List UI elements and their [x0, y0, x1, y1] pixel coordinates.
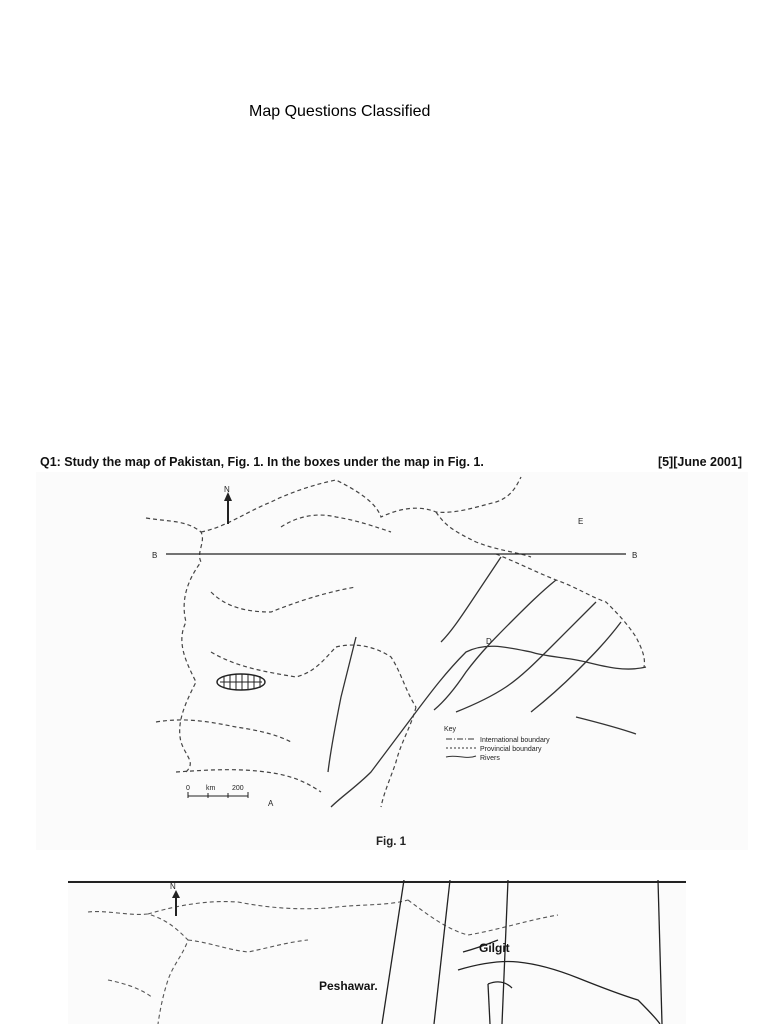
document-title: Map Questions Classified — [249, 103, 431, 120]
label-a: A — [268, 799, 274, 808]
map2-north-label: N — [170, 882, 176, 891]
label-e: E — [578, 517, 584, 526]
line-label-right: B — [632, 551, 638, 560]
north-arrow-icon — [224, 492, 232, 524]
map-figure-1 — [36, 472, 748, 850]
label-d: D — [486, 637, 492, 646]
scale-bar — [188, 792, 248, 798]
north-label: N — [224, 485, 230, 494]
map-figure-2 — [68, 880, 686, 1024]
city-peshawar: Peshawar. — [319, 979, 378, 993]
map-1-drawing — [36, 472, 748, 850]
figure-label: Fig. 1 — [376, 836, 407, 848]
key-item-rivers: Rivers — [480, 755, 500, 762]
map-key — [444, 726, 550, 762]
scale-start: 0 — [186, 785, 190, 792]
north-arrow-2-icon — [172, 890, 180, 916]
key-title: Key — [444, 726, 457, 733]
marks-reference: [5][June 2001] — [657, 455, 742, 469]
line-label-left: B — [152, 551, 158, 560]
map-2-drawing — [68, 880, 686, 1024]
scale-end: 200 — [232, 785, 244, 792]
city-gilgit: Gilgit — [479, 941, 510, 955]
question-text: Q1: Study the map of Pakistan, Fig. 1. In the boxes under the map in Fig. 1. — [40, 455, 484, 469]
key-item-provincial: Provincial boundary — [480, 746, 542, 753]
key-item-international: International boundary — [480, 737, 550, 744]
scale-unit: km — [206, 785, 216, 792]
